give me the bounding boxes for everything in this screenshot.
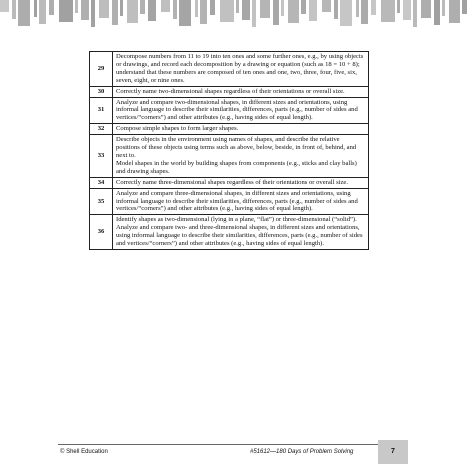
table-row — [90, 188, 369, 215]
stripe — [49, 0, 54, 15]
book-title: #51612—180 Days of Problem Solving — [250, 449, 354, 455]
standard-text: Decompose numbers from 11 to 19 into ten ones and some further ones, e.g., by using objects or drawings, and record each decomposition by a drawing or equation (such as 18 = 10 + 8); understand that these numbers are composed of ten ones and one, two, three, four, five, six, seven, eight, or nine ones. — [116, 53, 364, 84]
stripe — [179, 0, 191, 26]
stripe — [99, 0, 109, 18]
decorative-stripe-banner — [0, 0, 470, 30]
standard-description — [113, 97, 369, 124]
table-row — [90, 135, 369, 178]
stripe — [210, 0, 215, 15]
standard-description — [113, 177, 369, 188]
stripe — [288, 0, 299, 23]
stripe — [462, 0, 467, 14]
stripe-pattern-graphic — [0, 0, 470, 30]
standard-description — [113, 86, 369, 97]
standards-table-body — [90, 52, 369, 250]
standard-text: Correctly name two-dimensional shapes regardless of their orientations or overall size. — [116, 87, 345, 95]
standard-description — [113, 135, 369, 178]
page-number: 7 — [391, 448, 395, 455]
standard-number: 31 — [90, 97, 113, 124]
stripe — [309, 0, 317, 21]
stripe — [127, 0, 138, 23]
stripe — [195, 0, 198, 17]
stripe — [148, 0, 156, 21]
table-row — [90, 86, 369, 97]
stripe — [242, 0, 250, 20]
table-row — [90, 97, 369, 124]
standard-text: Compose simple shapes to form larger shapes. — [116, 125, 239, 133]
page-number-tab — [378, 440, 408, 464]
stripe — [200, 0, 207, 24]
standards-table-container — [89, 51, 369, 250]
standard-description — [113, 52, 369, 87]
stripe — [252, 0, 256, 27]
stripe — [381, 0, 395, 22]
stripe — [161, 0, 170, 12]
standard-description — [113, 124, 369, 135]
stripe — [18, 0, 30, 26]
standard-text: Model shapes in the world by building shapes from components (e.g., sticks and clay balls) and drawing shapes. — [116, 159, 357, 175]
table-row — [90, 124, 369, 135]
stripe — [12, 0, 16, 19]
publisher-credit: © Shell Education — [60, 449, 108, 455]
standard-text: Correctly name three-dimensional shapes regardless of their orientations or overall size. — [116, 178, 348, 186]
stripe — [273, 0, 279, 25]
footer-divider — [58, 444, 388, 445]
stripe — [413, 0, 417, 27]
stripe — [81, 0, 89, 20]
stripe — [34, 0, 37, 17]
stripe — [334, 0, 338, 19]
standard-number: 30 — [90, 86, 113, 97]
stripe — [421, 0, 431, 18]
stripe — [397, 0, 400, 13]
standard-text: Analyze and compare two-dimensional shapes, in different sizes and orientations, using informal language to describe their similarities, differences, parts (e.g., number of sides and vertices/“corners”) and other attributes (e.g., having sides of equal length). — [116, 98, 358, 122]
stripe — [120, 0, 123, 16]
stripe — [39, 0, 46, 24]
stripe — [449, 0, 460, 23]
table-row — [90, 52, 369, 87]
stripe — [220, 0, 234, 22]
standards-table — [89, 51, 369, 250]
stripe — [403, 0, 411, 20]
standard-text: Analyze and compare two- and three-dimensional shapes, in different sizes and orientations, using informal language to describe their similarities, differences, parts (e.g., number of sides and vertices/“corners”) and other attributes (e.g., having sides of equal length). — [116, 224, 363, 248]
stripe — [236, 0, 239, 13]
stripe — [434, 0, 440, 25]
table-row — [90, 177, 369, 188]
stripe — [442, 0, 445, 16]
standard-number: 29 — [90, 52, 113, 87]
stripe — [322, 0, 331, 12]
stripe — [59, 0, 73, 22]
standard-text: Analyze and compare three-dimensional shapes, in different sizes and orientations, using informal language to describe their similarities, differences, parts (e.g., number of sides and vertices/“corners”) and other attributes (e.g., having sides of equal length). — [116, 189, 358, 213]
table-row — [90, 215, 369, 250]
stripe — [112, 0, 118, 25]
stripe — [371, 0, 376, 15]
stripe — [361, 0, 368, 24]
standard-number: 34 — [90, 177, 113, 188]
standard-text: Identify shapes as two-dimensional (lying in a plane, “flat”) or three-dimensional (“solid”). — [116, 216, 357, 224]
standard-text: Describe objects in the environment using names of shapes, and describe the relative positions of these objects using terms such as above, below, beside, in front of, behind, and next to. — [116, 136, 357, 159]
stripe — [140, 0, 145, 14]
standard-description — [113, 215, 369, 250]
stripe — [301, 0, 306, 14]
stripe — [281, 0, 284, 16]
standard-number: 32 — [90, 124, 113, 135]
standard-number: 35 — [90, 188, 113, 215]
stripe — [356, 0, 359, 17]
stripe — [260, 0, 270, 18]
stripe — [173, 0, 177, 19]
stripe — [91, 0, 95, 27]
standard-number: 36 — [90, 215, 113, 250]
page-footer — [0, 440, 470, 470]
standard-description — [113, 188, 369, 215]
stripe — [340, 0, 352, 26]
stripe — [75, 0, 78, 13]
standard-number: 33 — [90, 135, 113, 178]
stripe — [0, 0, 9, 12]
